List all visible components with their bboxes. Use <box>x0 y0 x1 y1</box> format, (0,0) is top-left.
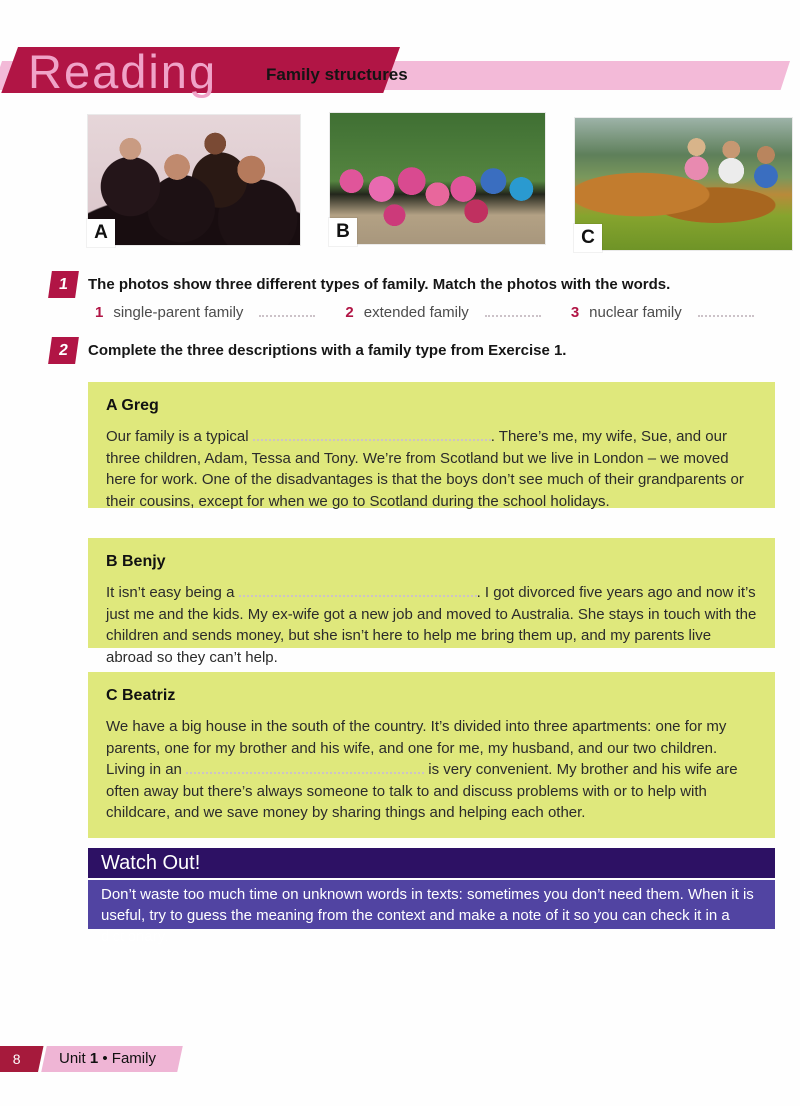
answer-blank-2 <box>485 304 541 317</box>
item-number: 1 <box>95 304 104 321</box>
description-text <box>106 716 757 824</box>
unit-number: 1 <box>89 1050 99 1067</box>
text-before-blank: Our family is a typical <box>106 428 253 445</box>
fill-in-blank <box>239 584 477 597</box>
text-before-blank: We have a big house in the south of the country. It’s divided into three apartments: one for my parents, one for my brother and his wife, and one for me, my husband, and our two children. Living in an <box>106 718 727 778</box>
text-after-blank: is very convenient. My brother and his wife are often away but there’s always someone to talk to and discuss problems with or to help with childcare, and we save money by sharing things and helping each other. <box>106 761 738 821</box>
unit-separator: • <box>98 1050 112 1067</box>
exercise-1-number: 1 <box>48 271 79 298</box>
item-label: extended family <box>363 304 469 321</box>
unit-label <box>44 1046 180 1072</box>
unit-prefix: Unit <box>59 1050 90 1067</box>
photo-label-c: C <box>574 224 602 252</box>
item-number: 2 <box>345 304 354 321</box>
match-item-3 <box>571 304 754 321</box>
unit-tab <box>41 1046 183 1072</box>
description-heading: B Benjy <box>106 553 166 570</box>
description-greg <box>88 382 775 508</box>
page-number-tab <box>0 1046 44 1072</box>
match-item-1 <box>95 304 315 321</box>
unit-topic: Family <box>111 1050 156 1067</box>
text-after-blank: . There’s me, my wife, Sue, and our three children, Adam, Tessa and Tony. We’re from Scotland but we live in London – we moved here for work. One of the disadvantages is that the boys don’t see much of their grandparents or their cousins, except for when we go to Scotland during the school holidays. <box>106 428 744 510</box>
family-photo-b <box>330 113 545 244</box>
fill-in-blank <box>186 761 424 774</box>
answer-blank-3 <box>698 304 754 317</box>
photo-label-b: B <box>329 218 357 246</box>
family-photo-a <box>88 115 300 245</box>
description-benjy <box>88 538 775 666</box>
page-title: Reading <box>28 45 218 98</box>
text-before-blank: It isn’t easy being a <box>106 584 239 601</box>
exercise-1-items <box>95 304 754 321</box>
item-number: 3 <box>570 304 580 321</box>
item-label: single-parent family <box>113 304 244 321</box>
exercise-2-instruction: Complete the three descriptions with a family type from Exercise 1. <box>88 342 567 359</box>
item-label: nuclear family <box>589 304 682 321</box>
fill-in-blank <box>253 428 491 441</box>
photo-label-a: A <box>87 219 115 247</box>
text-after-blank: . I got divorced five years ago and now it’s just me and the kids. My ex-wife got a new job and moved to Australia. She stays in touch with the children and sends money, but she isn’t here to help me bring them up, and my parents live abroad so they can’t help. <box>106 584 757 666</box>
answer-blank-1 <box>259 304 315 317</box>
exercise-1-instruction: The photos show three different types of family. Match the photos with the words. <box>88 276 671 293</box>
watch-out-tip: Don’t waste too much time on unknown words in texts: sometimes you don’t need them. When it is useful, try to guess the meaning from the context and make a note of it so you can check it in a dictionary. <box>88 880 775 929</box>
description-text <box>106 426 757 512</box>
page-number: 8 <box>12 1051 21 1067</box>
family-photo-c <box>575 118 792 250</box>
description-beatriz <box>88 672 775 838</box>
description-heading: A Greg <box>106 397 159 414</box>
description-text <box>106 582 757 668</box>
watch-out-title: Watch Out! <box>88 848 775 878</box>
exercise-2-number: 2 <box>48 337 79 364</box>
match-item-2 <box>345 304 540 321</box>
topic-title: Family structures <box>266 65 408 84</box>
description-heading: C Beatriz <box>106 687 176 704</box>
